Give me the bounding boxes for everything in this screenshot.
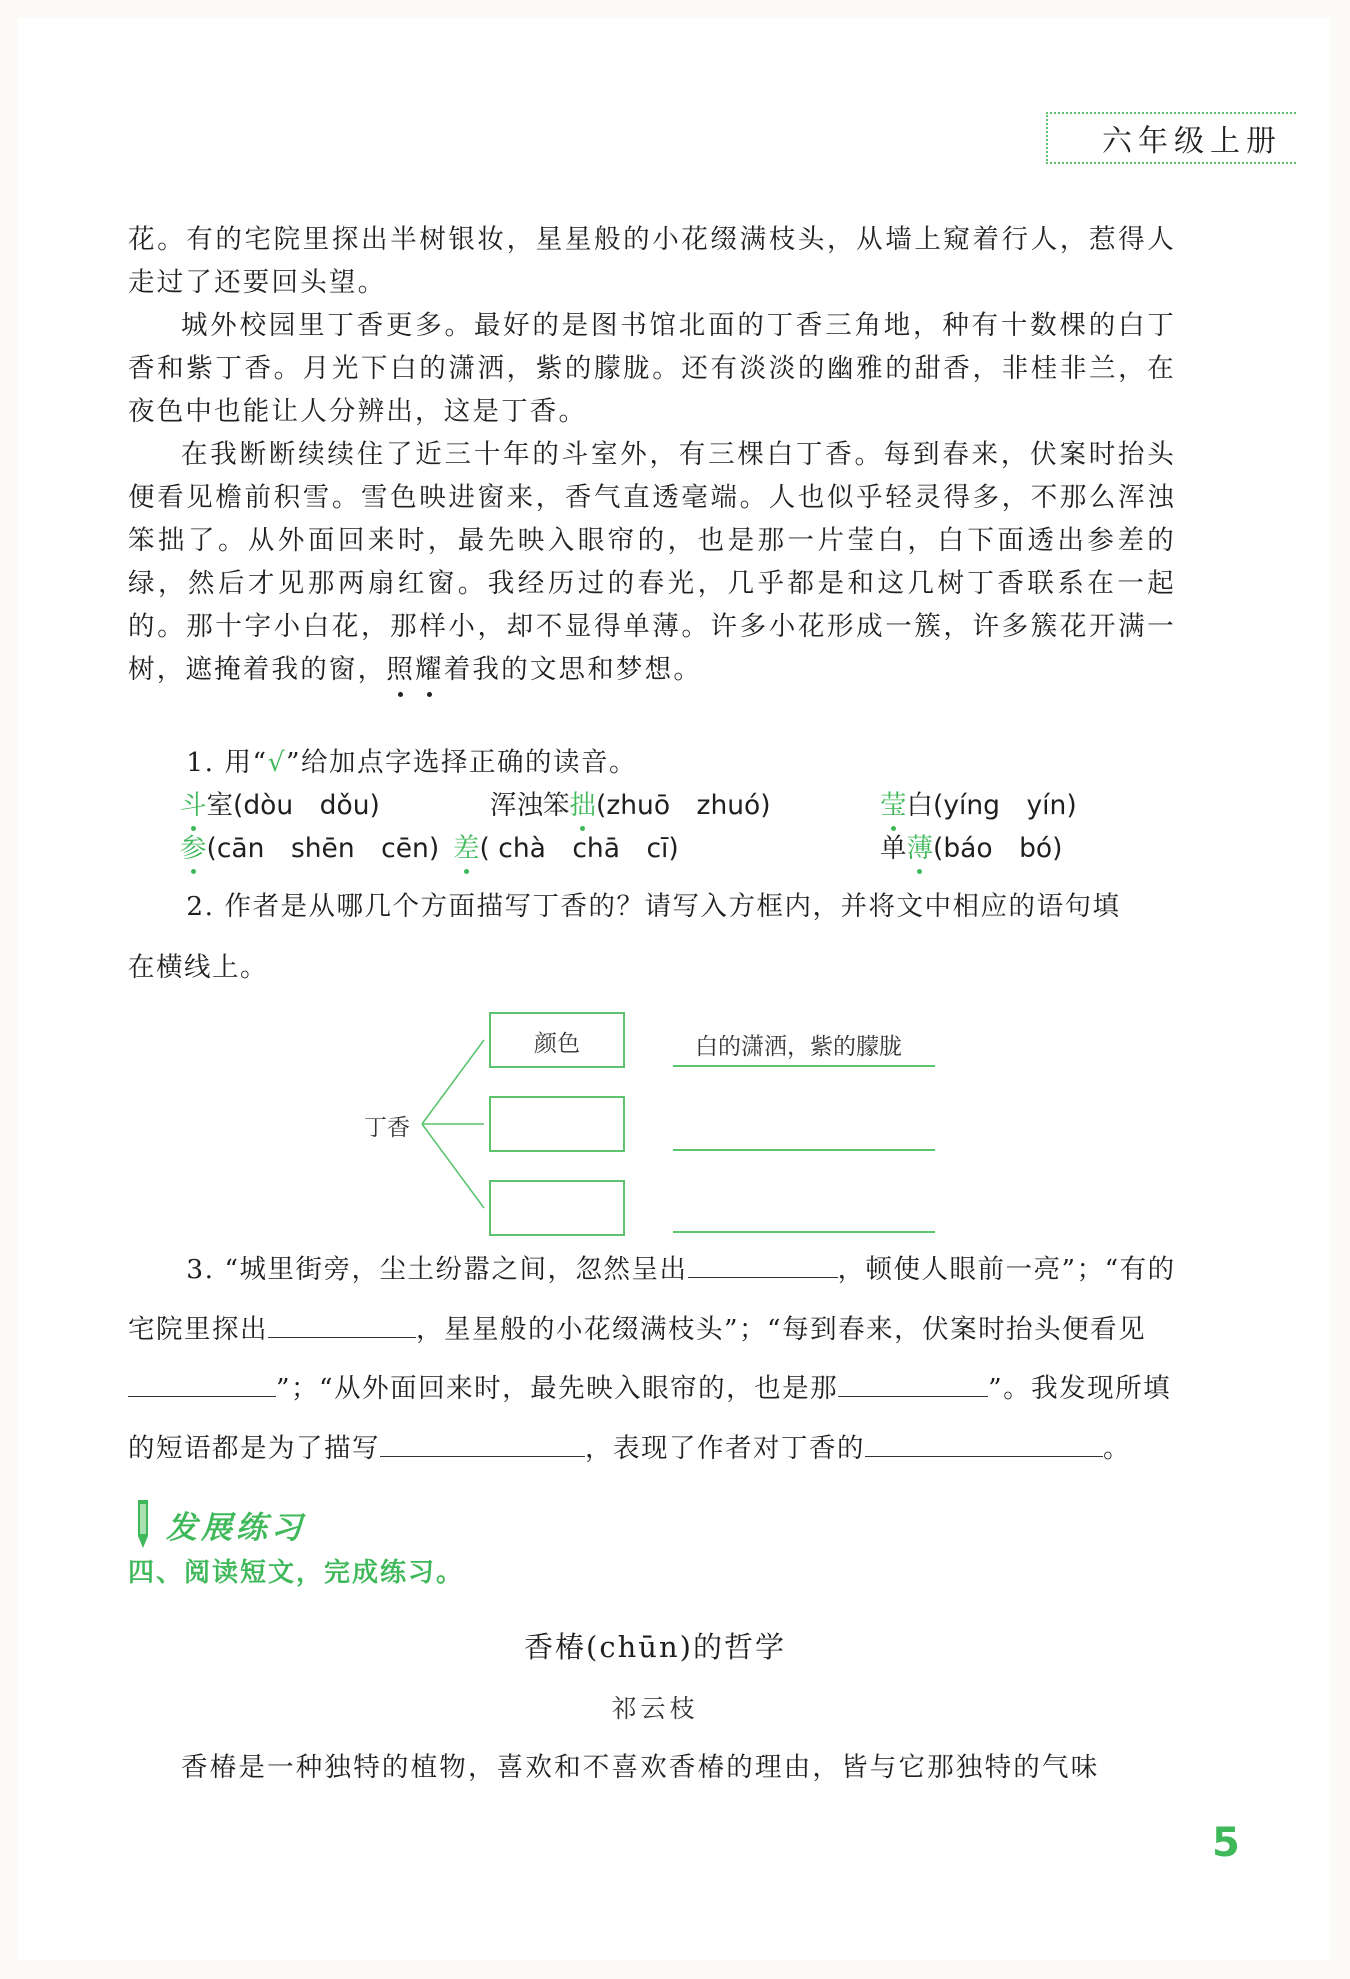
- passage-paragraph-2: 城外校园里丁香更多。最好的是图书馆北面的丁香三角地，种有十数棵的白丁香和紫丁香。月光下白的潇洒，紫的朦胧。还有淡淡的幽雅的甜香，非桂非兰，在夜色中也能让人分辨出，这是丁香。: [128, 310, 1176, 427]
- section-title: 发展练习: [166, 1509, 306, 1546]
- dotted-char-bao: 薄: [906, 833, 933, 864]
- section-header: [128, 1496, 306, 1552]
- section-subtitle: 四、阅读短文，完成练习。: [128, 1558, 465, 1588]
- q1-suffix: ”给加点字选择正确的读音。: [285, 747, 638, 778]
- q3-text-2b: ，星星般的小花缀满枝头”；“每到春来，伏案时抬头便看见: [416, 1314, 1147, 1345]
- q3-text-1b: ，顿使人眼前一亮”；“有的: [837, 1254, 1176, 1285]
- question-3-line-1: [128, 1241, 1178, 1299]
- char-dan: 单: [880, 833, 907, 864]
- question-3-line-3: [128, 1360, 1178, 1418]
- answer-box-1-label: 颜色: [534, 1031, 580, 1057]
- q3-text-3b: ”。我发现所填: [988, 1373, 1172, 1404]
- pinyin-item-dou[interactable]: [180, 783, 380, 822]
- pinyin-item-cha[interactable]: [453, 826, 679, 865]
- question-2-line-2: 在横线上。: [128, 952, 268, 983]
- pinyin-item-ying[interactable]: [880, 783, 1077, 822]
- char-bai: 白: [906, 790, 933, 821]
- pinyin-options-zhuo: (zhuō zhuó): [596, 790, 771, 821]
- q1-prefix: 1. 用“: [186, 747, 268, 778]
- fill-blank-4[interactable]: [838, 1367, 988, 1397]
- question-3-line-2: [128, 1301, 1178, 1359]
- pinyin-options-dou: (dòu dǒu): [233, 790, 380, 821]
- answer-box-2-input[interactable]: [490, 1097, 624, 1151]
- dotted-char-yao: 耀: [415, 654, 444, 685]
- answer-line-2-input[interactable]: [673, 1115, 935, 1151]
- passage-paragraph-3: [128, 433, 1176, 691]
- char-shi: 室: [206, 790, 233, 821]
- dotted-char-dou: 斗: [180, 790, 207, 821]
- fill-blank-3[interactable]: [128, 1367, 276, 1397]
- fill-blank-2[interactable]: [268, 1308, 416, 1338]
- article-author: 祁云枝: [611, 1694, 699, 1723]
- pinyin-row-2: [128, 826, 1188, 868]
- fill-blank-1[interactable]: [688, 1248, 838, 1278]
- pinyin-item-zhuo[interactable]: [490, 783, 771, 822]
- pencil-icon: [128, 1496, 156, 1552]
- q3-text-4b: ，表现了作者对丁香的: [585, 1433, 865, 1464]
- question-2-line-1: 2. 作者是从哪几个方面描写丁香的？请写入方框内，并将文中相应的语句填: [186, 891, 1121, 922]
- check-mark-icon: √: [267, 747, 286, 778]
- dotted-char-can: 参: [180, 833, 207, 864]
- question-3-line-4: [128, 1420, 1178, 1478]
- pinyin-item-can[interactable]: [180, 826, 439, 865]
- answer-line-3-input[interactable]: [673, 1197, 935, 1233]
- dotted-char-zhuo: 拙: [569, 790, 596, 821]
- q3-text-2a: 宅院里探出: [128, 1314, 268, 1345]
- chars-hunzhuoben: 浑浊笨: [490, 790, 570, 821]
- page-number: 5: [1212, 1820, 1240, 1866]
- dotted-char-ying: 莹: [880, 790, 907, 821]
- q3-text-4a: 的短语都是为了描写: [128, 1433, 380, 1464]
- pinyin-options-bao: (báo bó): [933, 833, 1063, 864]
- passage-paragraph-3-end: 着我的文思和梦想。: [443, 654, 703, 685]
- pinyin-options-ying: (yíng yín): [933, 790, 1077, 821]
- answer-line-1-text: 白的潇洒，紫的朦胧: [695, 1034, 902, 1060]
- q3-text-1a: 3. “城里街旁，尘土纷嚣之间，忽然呈出: [186, 1254, 688, 1285]
- q3-text-3a: ”；“从外面回来时，最先映入眼帘的，也是那: [276, 1373, 839, 1404]
- grade-label: 六年级上册: [1046, 112, 1296, 164]
- mind-map-root-label: 丁香: [364, 1115, 410, 1141]
- fill-blank-6[interactable]: [865, 1427, 1103, 1457]
- fill-blank-5[interactable]: [380, 1427, 585, 1457]
- pinyin-row-1: [128, 783, 1188, 825]
- pinyin-item-bao[interactable]: [880, 826, 1063, 865]
- passage-paragraph-3-main: 在我断断续续住了近三十年的斗室外，有三棵白丁香。每到春来，伏案时抬头便看见檐前积雪。雪色映进窗来，香气直透毫端。人也似乎轻灵得多，不那么浑浊笨拙了。从外面回来时，最先映入眼帘的，也是那一片莹白，白下面透出参差的绿，然后才见那两扇红窗。我经历过的春光，几乎都是和这几树丁香联系在一起的。那十字小白花，那样小，却不显得单薄。许多小花形成一簇，许多簇花开满一树，遮掩着我的窗，: [128, 439, 1176, 685]
- article-title: 香椿(chūn)的哲学: [524, 1630, 786, 1664]
- pinyin-options-can: (cān shēn cēn): [206, 833, 440, 864]
- dotted-char-cha: 差: [453, 833, 480, 864]
- passage-paragraph-1: 花。有的宅院里探出半树银妆，星星般的小花缀满枝头，从墙上窥着行人，惹得人走过了还要回头望。: [128, 224, 1176, 298]
- dotted-char-zhao: 照: [386, 654, 416, 685]
- pinyin-options-cha: ( chà chā cī): [479, 833, 679, 864]
- article-first-line: 香椿是一种独特的植物，喜欢和不喜欢香椿的理由，皆与它那独特的气味: [181, 1752, 1100, 1783]
- answer-box-3-input[interactable]: [490, 1181, 624, 1235]
- q3-text-4c: 。: [1103, 1433, 1131, 1464]
